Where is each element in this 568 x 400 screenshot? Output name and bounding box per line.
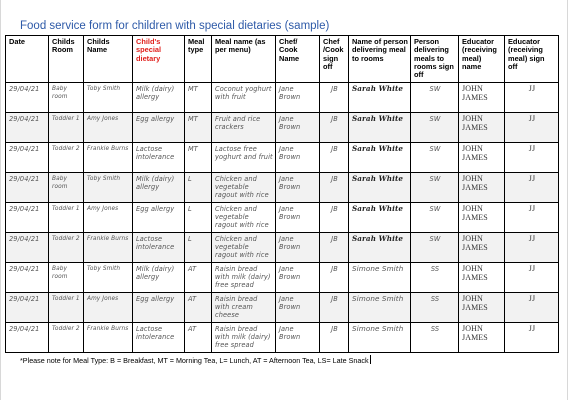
- room-cell[interactable]: Toddler 1: [49, 113, 84, 143]
- chef-name-cell[interactable]: Jane Brown: [276, 113, 320, 143]
- educator-name-cell[interactable]: JOHN JAMES: [459, 173, 505, 203]
- chef-sign-cell[interactable]: JB: [320, 293, 349, 323]
- meal-type-cell[interactable]: L: [185, 203, 212, 233]
- dietary-cell[interactable]: Egg allergy: [133, 203, 185, 233]
- educator-name-cell[interactable]: JOHN JAMES: [459, 83, 505, 113]
- room-cell[interactable]: Baby room: [49, 263, 84, 293]
- meal-name-cell[interactable]: Chicken and vegetable ragout with rice: [212, 233, 276, 263]
- meal-name-cell[interactable]: Raisin bread with cream cheese: [212, 293, 276, 323]
- deliverer-name-cell[interactable]: Simone Smith: [349, 263, 411, 293]
- dietary-cell[interactable]: Milk (dairy) allergy: [133, 83, 185, 113]
- deliverer-sign-cell[interactable]: SS: [411, 293, 459, 323]
- column-header: Educator (receiving meal) name: [459, 36, 505, 83]
- chef-name-cell[interactable]: Jane Brown: [276, 203, 320, 233]
- room-cell[interactable]: Toddler 2: [49, 233, 84, 263]
- deliverer-sign-cell[interactable]: SW: [411, 143, 459, 173]
- dietary-table: [5, 35, 559, 353]
- column-header: Meal type: [185, 36, 212, 83]
- chef-name-cell[interactable]: Jane Brown: [276, 83, 320, 113]
- educator-sign-cell[interactable]: JJ: [505, 293, 559, 323]
- dietary-cell[interactable]: Lactose intolerance: [133, 143, 185, 173]
- chef-sign-cell[interactable]: JB: [320, 143, 349, 173]
- deliverer-name-cell[interactable]: Sarah White: [349, 83, 411, 113]
- meal-type-note-text: *Please note for Meal Type: B = Breakfast, MT = Morning Tea, L= Lunch, AT = Afternoon Tea, LS= Late Snack: [20, 356, 369, 365]
- chef-sign-cell[interactable]: JB: [320, 203, 349, 233]
- column-header: Child's special dietary: [133, 36, 185, 83]
- column-header: Person delivering meals to rooms sign off: [411, 36, 459, 83]
- column-header: Chef/ Cook Name: [276, 36, 320, 83]
- room-cell[interactable]: Baby room: [49, 83, 84, 113]
- deliverer-name-cell[interactable]: Simone Smith: [349, 293, 411, 323]
- deliverer-name-cell[interactable]: Sarah White: [349, 203, 411, 233]
- table-row: [6, 173, 559, 203]
- educator-name-cell[interactable]: JOHN JAMES: [459, 293, 505, 323]
- meal-name-cell[interactable]: Raisin bread with milk (dairy) free spread: [212, 263, 276, 293]
- table-row: [6, 143, 559, 173]
- meal-type-cell[interactable]: AT: [185, 293, 212, 323]
- table-row: [6, 323, 559, 353]
- header-row: [6, 36, 559, 83]
- chef-name-cell[interactable]: Jane Brown: [276, 293, 320, 323]
- column-header: Name of person delivering meal to rooms: [349, 36, 411, 83]
- chef-name-cell[interactable]: Jane Brown: [276, 143, 320, 173]
- meal-type-cell[interactable]: MT: [185, 143, 212, 173]
- date-cell[interactable]: 29/04/21: [6, 263, 49, 293]
- child-name-cell[interactable]: Amy Jones: [84, 113, 133, 143]
- child-name-cell[interactable]: Amy Jones: [84, 203, 133, 233]
- chef-name-cell[interactable]: Jane Brown: [276, 263, 320, 293]
- child-name-cell[interactable]: Frankie Burns: [84, 233, 133, 263]
- date-cell[interactable]: 29/04/21: [6, 203, 49, 233]
- meal-type-cell[interactable]: AT: [185, 263, 212, 293]
- chef-name-cell[interactable]: Jane Brown: [276, 233, 320, 263]
- column-header: Date: [6, 36, 49, 83]
- child-name-cell[interactable]: Amy Jones: [84, 293, 133, 323]
- deliverer-name-cell[interactable]: Sarah White: [349, 143, 411, 173]
- meal-type-cell[interactable]: MT: [185, 83, 212, 113]
- chef-sign-cell[interactable]: JB: [320, 173, 349, 203]
- child-name-cell[interactable]: Toby Smith: [84, 173, 133, 203]
- educator-name-cell[interactable]: JOHN JAMES: [459, 203, 505, 233]
- room-cell[interactable]: Baby room: [49, 173, 84, 203]
- room-cell[interactable]: Toddler 2: [49, 323, 84, 353]
- date-cell[interactable]: 29/04/21: [6, 233, 49, 263]
- meal-name-cell[interactable]: Chicken and vegetable ragout with rice: [212, 203, 276, 233]
- educator-name-cell[interactable]: JOHN JAMES: [459, 323, 505, 353]
- deliverer-sign-cell[interactable]: SS: [411, 323, 459, 353]
- chef-sign-cell[interactable]: JB: [320, 263, 349, 293]
- educator-sign-cell[interactable]: JJ: [505, 173, 559, 203]
- meal-type-cell[interactable]: MT: [185, 113, 212, 143]
- chef-name-cell[interactable]: Jane Brown: [276, 323, 320, 353]
- table-row: [6, 233, 559, 263]
- educator-sign-cell[interactable]: JJ: [505, 263, 559, 293]
- educator-sign-cell[interactable]: JJ: [505, 323, 559, 353]
- meal-type-note[interactable]: [20, 355, 371, 365]
- meal-name-cell[interactable]: Lactose free yoghurt and fruit: [212, 143, 276, 173]
- column-header: Meal name (as per menu): [212, 36, 276, 83]
- room-cell[interactable]: Toddler 1: [49, 203, 84, 233]
- child-name-cell[interactable]: Frankie Burns: [84, 143, 133, 173]
- educator-name-cell[interactable]: JOHN JAMES: [459, 263, 505, 293]
- deliverer-name-cell[interactable]: Sarah White: [349, 173, 411, 203]
- room-cell[interactable]: Toddler 1: [49, 293, 84, 323]
- meal-name-cell[interactable]: Fruit and rice crackers: [212, 113, 276, 143]
- deliverer-sign-cell[interactable]: SW: [411, 173, 459, 203]
- chef-name-cell[interactable]: Jane Brown: [276, 173, 320, 203]
- table-row: [6, 263, 559, 293]
- date-cell[interactable]: 29/04/21: [6, 83, 49, 113]
- date-cell[interactable]: 29/04/21: [6, 143, 49, 173]
- educator-name-cell[interactable]: JOHN JAMES: [459, 143, 505, 173]
- deliverer-name-cell[interactable]: Sarah White: [349, 113, 411, 143]
- meal-type-cell[interactable]: L: [185, 233, 212, 263]
- room-cell[interactable]: Toddler 2: [49, 143, 84, 173]
- chef-sign-cell[interactable]: JB: [320, 233, 349, 263]
- child-name-cell[interactable]: Toby Smith: [84, 83, 133, 113]
- date-cell[interactable]: 29/04/21: [6, 173, 49, 203]
- column-header: Childs Room: [49, 36, 84, 83]
- deliverer-sign-cell[interactable]: SW: [411, 113, 459, 143]
- meal-name-cell[interactable]: Chicken and vegetable ragout with rice: [212, 173, 276, 203]
- dietary-cell[interactable]: Milk (dairy) allergy: [133, 263, 185, 293]
- deliverer-sign-cell[interactable]: SS: [411, 263, 459, 293]
- meal-type-cell[interactable]: L: [185, 173, 212, 203]
- meal-type-cell[interactable]: AT: [185, 323, 212, 353]
- dietary-cell[interactable]: Milk (dairy) allergy: [133, 173, 185, 203]
- table-row: [6, 293, 559, 323]
- date-cell[interactable]: 29/04/21: [6, 323, 49, 353]
- column-header: Childs Name: [84, 36, 133, 83]
- dietary-cell[interactable]: Egg allergy: [133, 293, 185, 323]
- dietary-cell[interactable]: Lactose intolerance: [133, 323, 185, 353]
- chef-sign-cell[interactable]: JB: [320, 323, 349, 353]
- child-name-cell[interactable]: Frankie Burns: [84, 323, 133, 353]
- text-cursor: [370, 355, 371, 364]
- educator-sign-cell[interactable]: JJ: [505, 113, 559, 143]
- educator-sign-cell[interactable]: JJ: [505, 143, 559, 173]
- deliverer-sign-cell[interactable]: SW: [411, 83, 459, 113]
- date-cell[interactable]: 29/04/21: [6, 293, 49, 323]
- meal-name-cell[interactable]: Coconut yoghurt with fruit: [212, 83, 276, 113]
- educator-sign-cell[interactable]: JJ: [505, 233, 559, 263]
- chef-sign-cell[interactable]: JB: [320, 83, 349, 113]
- educator-sign-cell[interactable]: JJ: [505, 203, 559, 233]
- educator-name-cell[interactable]: JOHN JAMES: [459, 113, 505, 143]
- chef-sign-cell[interactable]: JB: [320, 113, 349, 143]
- table-row: [6, 83, 559, 113]
- form-title: Food service form for children with special dietaries (sample): [20, 20, 330, 32]
- date-cell[interactable]: 29/04/21: [6, 113, 49, 143]
- meal-name-cell[interactable]: Raisin bread with milk (dairy) free spread: [212, 323, 276, 353]
- dietary-cell[interactable]: Lactose intolerance: [133, 233, 185, 263]
- table-row: [6, 203, 559, 233]
- dietary-cell[interactable]: Egg allergy: [133, 113, 185, 143]
- table-row: [6, 113, 559, 143]
- child-name-cell[interactable]: Toby Smith: [84, 263, 133, 293]
- educator-sign-cell[interactable]: JJ: [505, 83, 559, 113]
- educator-name-cell[interactable]: JOHN JAMES: [459, 233, 505, 263]
- column-header: Chef /Cook sign off: [320, 36, 349, 83]
- deliverer-sign-cell[interactable]: SW: [411, 233, 459, 263]
- deliverer-name-cell[interactable]: Simone Smith: [349, 323, 411, 353]
- column-header: Educator (receiving meal) sign off: [505, 36, 559, 83]
- deliverer-sign-cell[interactable]: SW: [411, 203, 459, 233]
- deliverer-name-cell[interactable]: Sarah White: [349, 233, 411, 263]
